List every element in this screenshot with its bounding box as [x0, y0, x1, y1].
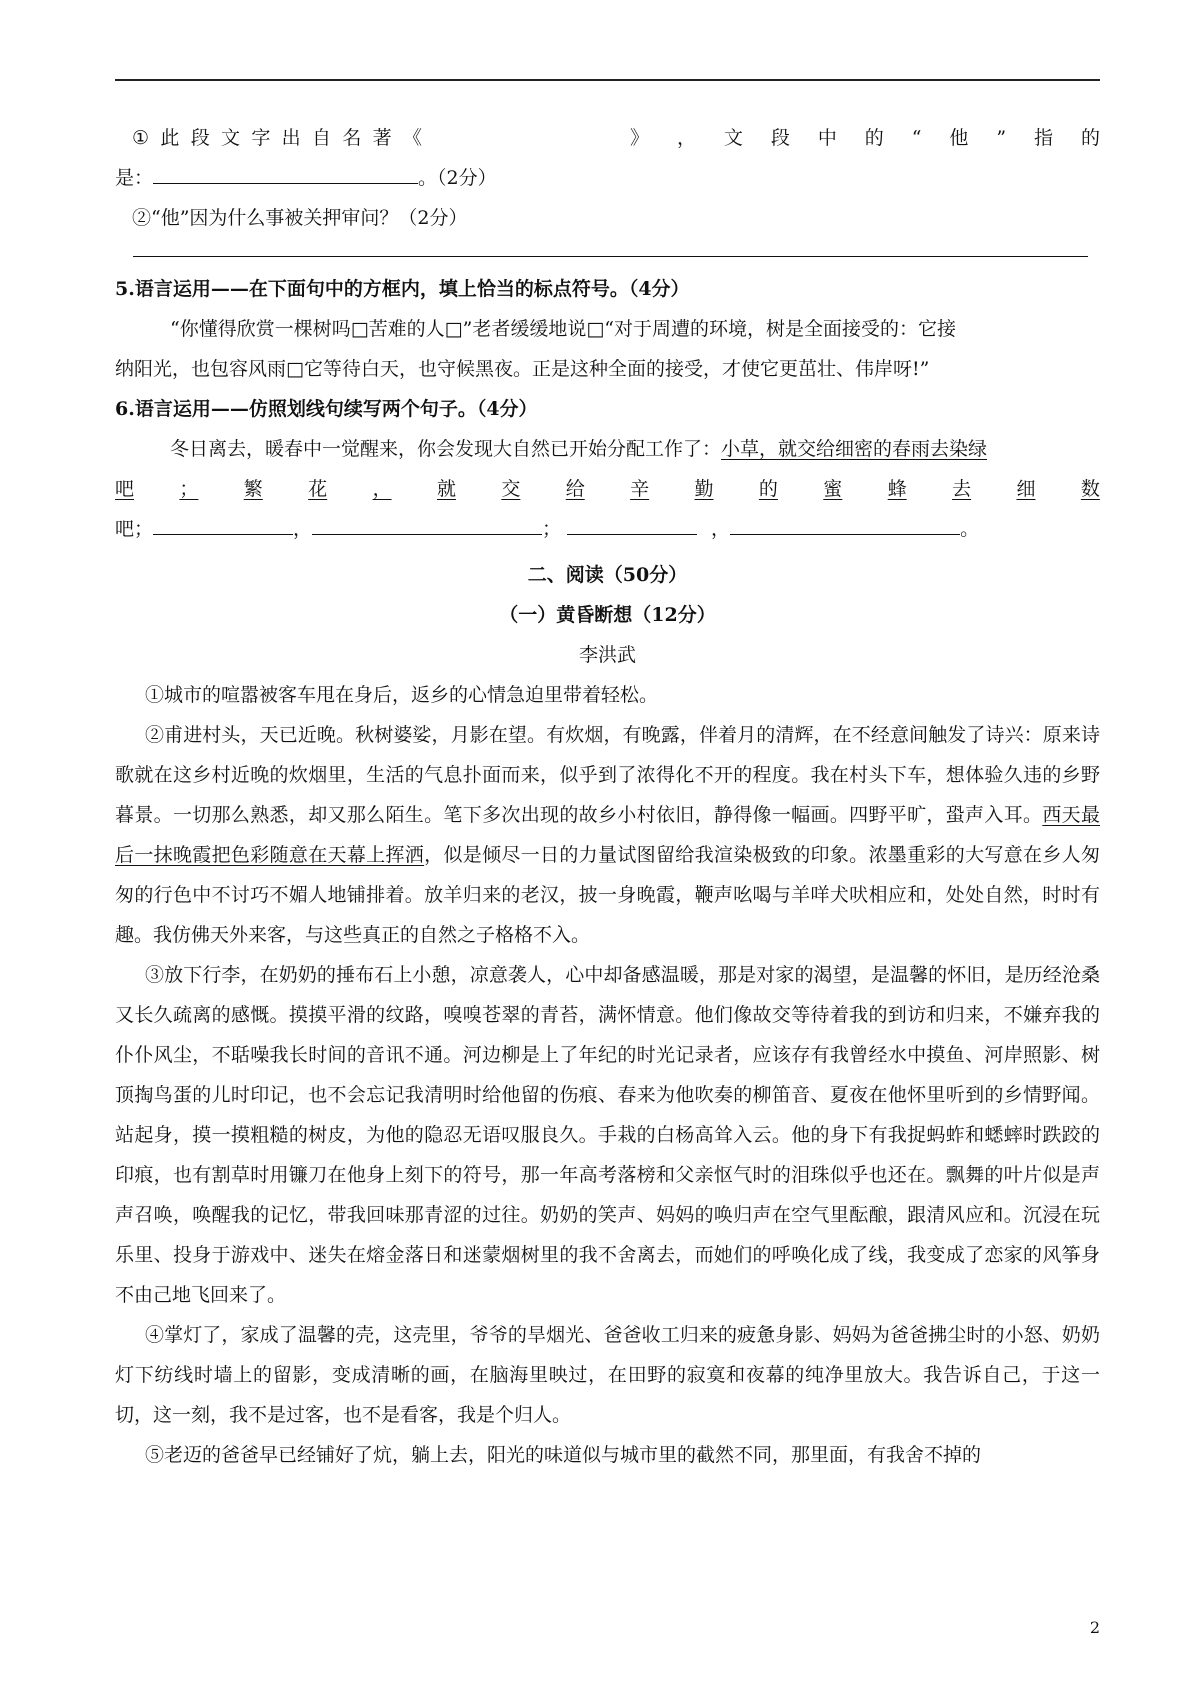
q6-semicolon: ；: [542, 518, 562, 540]
q4-char-right-8: ”: [996, 127, 1007, 149]
article-author: 李洪武: [578, 644, 636, 666]
reading-section-title: 二、阅读（50分）: [527, 564, 688, 586]
q4-char-left-1: 此: [160, 127, 180, 149]
q6-comma-1: ，: [293, 518, 313, 540]
paragraph-4: ④掌灯了，家成了温馨的壳，这壳里，爷爷的旱烟光、爸爸收工归来的疲惫身影、妈妈为爸爸拂尘时的小怒、奶奶灯下纺线时墙上的留影，变成清晰的画，在脑海里映过，在田野的寂寞和夜幕的纯净里放大。我告诉自己，于这一切，这一刻，我不是过客，也不是看客，我是个归人。: [115, 1324, 1100, 1426]
q5-line2: 纳阳光，也包容风雨□它等待白天，也守候黑夜。正是这种全面的接受，才使它更茁壮、伟岸呀!”: [115, 358, 930, 380]
q4-char-left-5: 出: [281, 127, 301, 149]
q6-line2-char-15: 数: [1080, 478, 1100, 500]
q4-sub1-suffix: 。（2分）: [418, 167, 497, 189]
q4-char-right-0: 》: [630, 127, 650, 149]
q6-line2-char-2: 繁: [243, 478, 263, 500]
q4-sub1-left: [132, 118, 422, 158]
q4-sub1-line1: [115, 118, 1100, 158]
q4-char-right-7: 他: [949, 127, 969, 149]
q4-sub1-line2: [115, 158, 1100, 198]
q6-line1-plain: 冬日离去，暖春中一觉醒来，你会发现大自然已开始分配工作了：: [170, 438, 722, 460]
q6-line2-char-4: ，: [372, 478, 392, 500]
paragraph-2: [115, 715, 1100, 955]
article-title: （一）黄昏断想（12分）: [499, 604, 716, 626]
paragraph-2-underlined: 西天最后一抹晚霞把色彩随意在天幕上挥洒: [115, 804, 1100, 866]
q5-title: 5.语言运用——在下面句中的方框内，填上恰当的标点符号。（4分）: [115, 278, 690, 300]
q6-underlined-sentence: 小草，就交给细密的春雨去染绿: [721, 438, 988, 460]
q4-char-right-9: 指: [1033, 127, 1053, 149]
q6-comma-2: ，: [711, 518, 731, 540]
paragraph-3: ③放下行李，在奶奶的捶布石上小憩，凉意袭人，心中却备感温暖，那是对家的渴望，是温馨的怀旧，是历经沧桑又长久疏离的感慨。摸摸平滑的纹路，嗅嗅苍翠的青苔，满怀情意。他们像故交等待着我的到访和归来，不嫌弃我的仆仆风尘，不聒噪我长时间的音讯不通。河边柳是上了年纪的时光记录者，应该存有我曾经水中摸鱼、河岸照影、树顶掏鸟蛋的儿时印记，也不会忘记我清明时给他留的伤痕、春来为他吹奏的柳笛音、夏夜在他怀里听到的乡情野闻。站起身，摸一摸粗糙的树皮，为他的隐忍无语叹服良久。手栽的白杨高耸入云。他的身下有我捉蚂蚱和蟋蟀时跌跤的印痕，也有割草时用镰刀在他身上刻下的符号，那一年高考落榜和父亲怄气时的泪珠似乎也还在。飘舞的叶片似是声声召唤，唤醒我的记忆，带我回味那青涩的过往。奶奶的笑声、妈妈的唤归声在空气里酝酿，跟清风应和。沉浸在玩乐里、投身于游戏中、迷失在熔金落日和迷蒙烟树里的我不舍离去，而她们的呼唤化成了线，我变成了恋家的风筝身不由己地飞回来了。: [115, 964, 1100, 1306]
q6-line2-char-11: 蜜: [823, 478, 843, 500]
q6-line3: [115, 509, 1100, 549]
q6-line2-char-7: 给: [565, 478, 585, 500]
q4-char-right-4: 中: [817, 127, 837, 149]
q4-char-left-0: ①: [132, 127, 150, 149]
q4-char-right-3: 段: [770, 127, 790, 149]
document-body: [115, 118, 1100, 1475]
q4-answer-blank-1[interactable]: [153, 159, 418, 184]
q4-char-left-8: 著: [372, 127, 392, 149]
q6-line3-prefix: 吧；: [115, 518, 154, 540]
q6-period: 。: [960, 518, 980, 540]
q6-line2-char-6: 交: [501, 478, 521, 500]
q6-line2-char-13: 去: [952, 478, 972, 500]
q6-line2-char-9: 勤: [694, 478, 714, 500]
q4-char-right-2: 文: [723, 127, 743, 149]
q6-line2-char-1: ；: [179, 478, 199, 500]
paragraph-2-part-a: ②甫进村头，天已近晚。秋树婆娑，月影在望。有炊烟，有晚露，伴着月的清辉，在不经意间触发了诗兴：原来诗歌就在这乡村近晚的炊烟里，生活的气息扑面而来，似乎到了浓得化不开的程度。我在村头下车，想体验久违的乡野暮景。一切那么熟悉，却又那么陌生。笔下多次出现的故乡小村依旧，静得像一幅画。四野平旷，蛩声入耳。: [115, 724, 1100, 826]
q4-char-left-4: 字: [251, 127, 271, 149]
q6-line2-char-8: 辛: [630, 478, 650, 500]
q6-line1: [115, 429, 1100, 469]
q4-char-right-10: 的: [1080, 127, 1100, 149]
q6-blank-1[interactable]: [153, 510, 293, 535]
q4-sub1-right: [630, 118, 1100, 158]
q6-line2-char-3: 花: [308, 478, 328, 500]
q4-sub2: ②“他”因为什么事被关押审问？（2分）: [132, 207, 468, 229]
q4-char-left-2: 段: [190, 127, 210, 149]
q5-line1: “你懂得欣赏一棵树吗□苦难的人□”老者缓缓地说□“对于周遭的环境，树是全面接受的：它接: [170, 318, 956, 340]
q6-line2: [115, 469, 1100, 509]
q4-char-right-6: “: [911, 127, 922, 149]
header-rule: [115, 79, 1100, 81]
q4-char-left-9: 《: [402, 127, 422, 149]
page-number: 2: [1089, 1618, 1100, 1637]
paragraph-5: ⑤老迈的爸爸早已经铺好了炕，躺上去，阳光的味道似与城市里的截然不同，那里面，有我舍不掉的: [145, 1444, 982, 1466]
q6-title: 6.语言运用——仿照划线句续写两个句子。（4分）: [115, 398, 538, 420]
q4-answer-line[interactable]: [133, 256, 1088, 257]
q4-char-left-3: 文: [221, 127, 241, 149]
q6-blank-2[interactable]: [312, 510, 542, 535]
q4-char-right-5: 的: [864, 127, 884, 149]
q4-char-left-6: 自: [312, 127, 332, 149]
q4-char-left-7: 名: [342, 127, 362, 149]
q4-sub1-prefix: 是：: [115, 167, 154, 189]
q6-line2-char-5: 就: [436, 478, 456, 500]
q6-line2-char-12: 蜂: [887, 478, 907, 500]
q6-line2-char-14: 细: [1016, 478, 1036, 500]
q6-blank-4[interactable]: [730, 510, 960, 535]
paragraph-2-part-b: ，似是倾尽一日的力量试图留给我渲染极致的印象。浓墨重彩的大写意在乡人匆匆的行色中不讨巧不媚人地铺排着。放羊归来的老汉，披一身晚霞，鞭声吆喝与羊咩犬吠相应和，处处自然，时时有趣。我仿佛天外来客，与这些真正的自然之子格格不入。: [115, 844, 1100, 946]
q6-line2-char-10: 的: [758, 478, 778, 500]
q6-blank-3[interactable]: [567, 510, 697, 535]
paragraph-1: ①城市的喧嚣被客车甩在身后，返乡的心情急迫里带着轻松。: [145, 684, 659, 706]
q4-char-right-1: ，: [676, 127, 696, 149]
q6-line2-char-0: 吧: [115, 478, 135, 500]
